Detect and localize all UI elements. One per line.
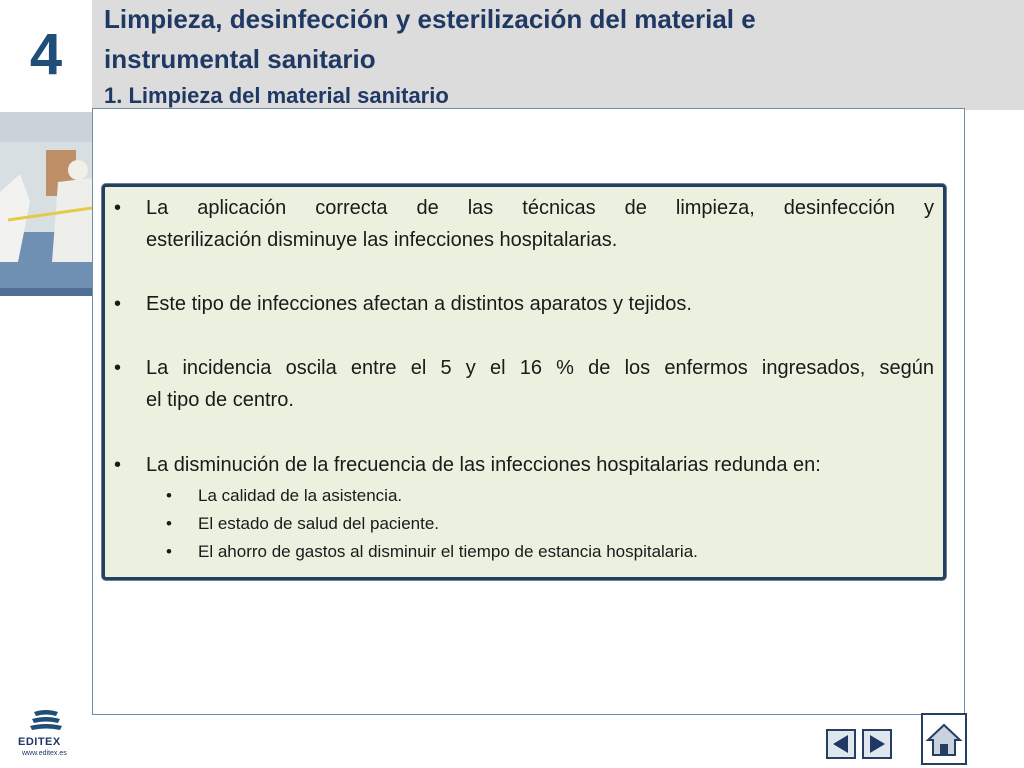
bullet-text: el tipo de centro. bbox=[146, 389, 294, 411]
sub-bullet-item-3 bbox=[166, 538, 698, 566]
chapter-number: 4 bbox=[29, 22, 63, 87]
bullet-item-4 bbox=[114, 449, 934, 481]
sub-bullet-text: La calidad de la asistencia. bbox=[198, 486, 403, 505]
bullet-text: Este tipo de infecciones afectan a distintos aparatos y tejidos. bbox=[146, 293, 692, 315]
sub-bullet-marker: • bbox=[166, 514, 172, 533]
sub-bullet-marker: • bbox=[166, 542, 172, 561]
bullet-item-1-continued bbox=[114, 224, 934, 256]
bullet-item-3 bbox=[114, 352, 934, 384]
bullet-text: La aplicación correcta de las técnicas de limpieza, desinfección y bbox=[146, 197, 934, 219]
home-button[interactable] bbox=[921, 713, 967, 765]
bullet-marker: • bbox=[114, 357, 122, 379]
logo-url: www.editex.es bbox=[22, 750, 67, 757]
previous-slide-button[interactable] bbox=[826, 729, 856, 759]
bullet-text: La disminución de la frecuencia de las infecciones hospitalarias redunda en: bbox=[146, 454, 821, 476]
sub-bullet-marker: • bbox=[166, 486, 172, 505]
home-icon bbox=[923, 715, 965, 763]
triangle-left-icon bbox=[828, 731, 854, 757]
bullet-marker: • bbox=[114, 454, 122, 476]
sub-bullet-item-2 bbox=[166, 510, 439, 538]
bullet-item-2 bbox=[114, 288, 934, 320]
bullet-marker: • bbox=[114, 293, 122, 315]
logo-name: EDITEX bbox=[18, 736, 61, 748]
bullet-item-1 bbox=[114, 192, 934, 224]
sub-bullet-item-1 bbox=[166, 482, 402, 510]
triangle-right-icon bbox=[864, 731, 890, 757]
sub-bullet-text: El estado de salud del paciente. bbox=[198, 514, 440, 533]
slide-title-line-2: instrumental sanitario bbox=[104, 44, 376, 74]
bullet-text: esterilización disminuye las infecciones hospitalarias. bbox=[146, 229, 618, 251]
slide-title-line-1: Limpieza, desinfección y esterilización del material e bbox=[104, 4, 756, 34]
next-slide-button[interactable] bbox=[862, 729, 892, 759]
section-subtitle: 1. Limpieza del material sanitario bbox=[104, 83, 449, 108]
bullet-marker: • bbox=[114, 197, 122, 219]
bullet-text: La incidencia oscila entre el 5 y el 16 % de los enfermos ingresados, según bbox=[146, 357, 934, 379]
cleaning-staff-photo bbox=[0, 112, 92, 296]
sub-bullet-text: El ahorro de gastos al disminuir el tiempo de estancia hospitalaria. bbox=[198, 542, 698, 561]
bullet-item-3-continued bbox=[114, 384, 934, 416]
